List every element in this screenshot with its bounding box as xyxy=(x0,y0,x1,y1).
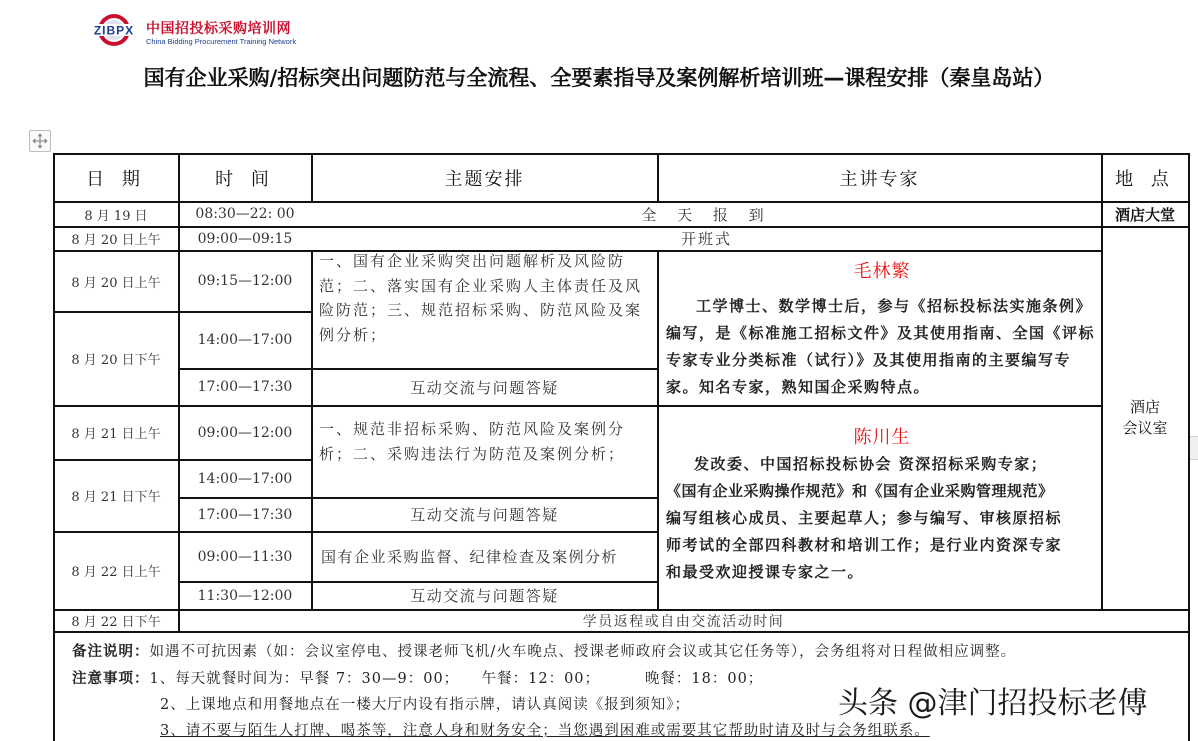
row-divider xyxy=(53,631,1189,633)
cell-time: 11:30—12:00 xyxy=(197,587,293,604)
attention-item: 3、请不要与陌生人打牌、喝茶等，注意人身和财务安全；当您遇到困难或需要其它帮助时请及时与会务组联系。 xyxy=(160,723,930,739)
cell-location: 酒店大堂 xyxy=(1114,205,1175,224)
cell-time: 14:00—17:00 xyxy=(197,470,293,487)
attention-label: 注意事项： xyxy=(72,670,150,687)
attention-item: 1、每天就餐时间为：早餐 7：30—9：00； 午餐：12：00； 晚餐：18：00； xyxy=(149,671,764,687)
cell-activity: 国有企业采购监督、纪律检查及案例分析 xyxy=(321,548,619,566)
expert-name: 毛林繁 xyxy=(853,261,911,282)
topic-block: 一、规范非招标采购、防范风险及案例分析；二、采购违法行为防范及案例分析； xyxy=(319,420,626,463)
cell-time: 14:00—17:00 xyxy=(197,332,293,348)
cell-activity: 学员返程或自由交流活动时间 xyxy=(582,613,785,630)
cell-date: 8 月 20 日下午 xyxy=(71,353,161,368)
cell-activity: 全 天 报 到 xyxy=(641,205,772,224)
header-time: 时 间 xyxy=(215,168,275,190)
cell-time: 09:15—12:00 xyxy=(197,273,293,289)
cell-date: 8 月 20 日上午 xyxy=(71,233,161,248)
topic-block: 一、国有企业采购突出问题解析及风险防范；二、落实国有企业采购人主体责任及风险防范；三、规范招标采购、防范风险及案例分析； xyxy=(319,252,643,344)
cell-time: 08:30—22: 00 xyxy=(195,206,295,222)
cell-time: 09:00—12:00 xyxy=(197,424,293,441)
cell-date: 8 月 20 日上午 xyxy=(71,275,161,291)
cell-time: 09:00—09:15 xyxy=(197,230,293,247)
cell-activity: 互动交流与问题答疑 xyxy=(410,378,559,397)
svg-text:ZIBPX: ZIBPX xyxy=(93,23,135,38)
expert-bio-line: 发改委、中国招标投标协会 资深招标采购专家； xyxy=(694,455,1048,473)
expert-bio-line: 编写组核心成员、主要起草人；参与编写、审核原招标 xyxy=(666,509,1063,527)
cell-activity: 开班式 xyxy=(680,230,732,248)
cell-activity: 互动交流与问题答疑 xyxy=(410,587,559,605)
remark-text: 如遇不可抗因素（如：会议室停电、授课老师飞机/火车晚点、授课老师政府会议或其它任务等），会务组将对日程做相应调整。 xyxy=(149,644,1017,660)
expert-bio-line: 《国有企业采购操作规范》和《国有企业采购管理规范》 xyxy=(666,482,1054,500)
remark-line xyxy=(72,640,1016,661)
cell-time: 17:00—17:30 xyxy=(197,379,293,395)
expert-block xyxy=(666,424,1098,586)
attention-item: 2、上课地点和用餐地点在一楼大厅内设有指示牌，请认真阅读《报到须知》； xyxy=(160,697,690,713)
cell-date: 8 月 19 日 xyxy=(84,208,148,224)
cell-date: 8 月 21 日下午 xyxy=(71,490,161,505)
cell-date: 8 月 22 日下午 xyxy=(71,615,161,630)
expert-block xyxy=(666,258,1098,401)
cell-time: 17:00—17:30 xyxy=(197,506,293,523)
expert-bio-line: 师考试的全部四科教材和培训工作；是行业内资深专家 xyxy=(666,536,1063,554)
header-topic: 主题安排 xyxy=(444,168,525,190)
cell-date: 8 月 21 日上午 xyxy=(71,427,161,442)
header-location: 地 点 xyxy=(1115,168,1175,190)
location-line: 会议室 xyxy=(1122,419,1168,437)
cell-time: 09:00—11:30 xyxy=(197,548,293,565)
watermark: 头条 @津门招投标老傅 xyxy=(838,686,1148,721)
attention-line xyxy=(72,667,763,688)
col-divider xyxy=(657,250,659,609)
page-title: 国有企业采购/招标突出问题防范与全流程、全要素指导及案例解析培训班—课程安排（秦皇岛站） xyxy=(143,66,1055,90)
scrollbar-stub[interactable] xyxy=(1190,436,1198,460)
location-line: 酒店 xyxy=(1129,398,1160,416)
expert-name: 陈川生 xyxy=(853,427,911,448)
logo-name-en: China Bidding Procurement Training Network xyxy=(146,37,297,46)
expert-bio-line: 和最受欢迎授课专家之一。 xyxy=(666,563,865,581)
expert-bio: 工学博士、数学博士后，参与《招标投标法实施条例》编写，是《标准施工招标文件》及其使用指南、全国《评标专家专业分类标准（试行）》及其使用指南的主要编写专家。知名专家，熟知国企采购特点。 xyxy=(666,297,1096,396)
cell-location-meeting-room xyxy=(1102,227,1188,609)
header-date: 日 期 xyxy=(86,168,146,190)
header-expert: 主讲专家 xyxy=(839,168,920,190)
cell-date: 8 月 22 日上午 xyxy=(71,565,161,580)
remark-label: 备注说明： xyxy=(72,643,150,660)
logo-name-cn: 中国招投标采购培训网 xyxy=(146,21,291,37)
cell-activity: 互动交流与问题答疑 xyxy=(410,506,559,524)
